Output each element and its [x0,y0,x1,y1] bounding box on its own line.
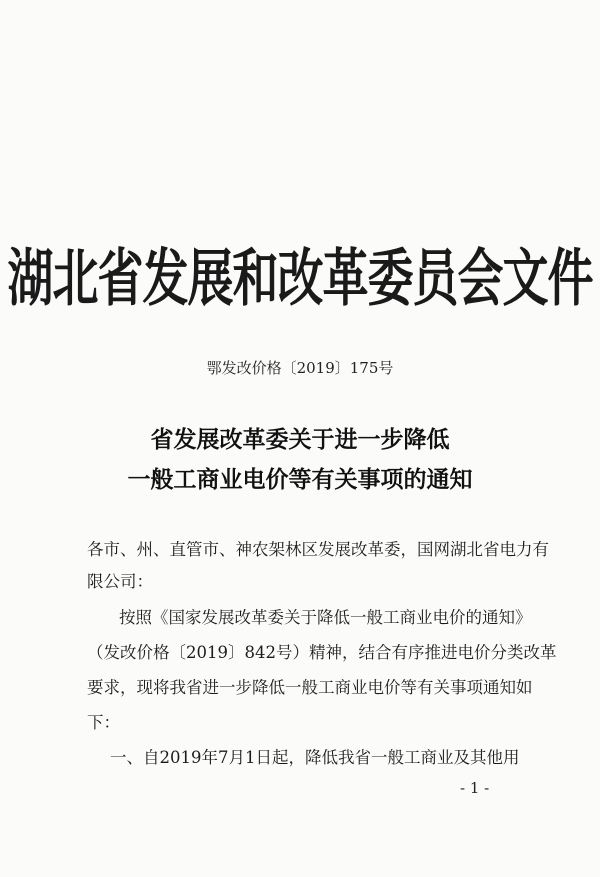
document-number: 鄂发改价格〔2019〕175号 [206,359,394,377]
page-number: - 1 - [460,779,490,797]
notice-title-line-1: 省发展改革委关于进一步降低 [150,426,450,453]
body-paragraph-line-3: 要求，现将我省进一步降低一般工商业电价等有关事项通知如 [87,678,533,697]
body-paragraph-line-2: （发改价格〔2019〕842号）精神，结合有序推进电价分类改革 [87,643,557,662]
addressee-line-1: 各市、州、直管市、神农架林区发展改革委，国网湖北省电力有 [87,540,549,559]
addressee-line-2: 限公司： [87,572,153,591]
body-paragraph-line-1: 按照《国家发展改革委关于降低一般工商业电价的通知》 [119,608,532,627]
red-header-title: 湖北省发展和改革委员会文件 [7,241,593,315]
notice-title-line-2: 一般工商业电价等有关事项的通知 [127,466,473,493]
body-paragraph-line-5: 一、自2019年7月1日起，降低我省一般工商业及其他用 [110,748,520,767]
body-paragraph-line-4: 下： [87,713,120,732]
